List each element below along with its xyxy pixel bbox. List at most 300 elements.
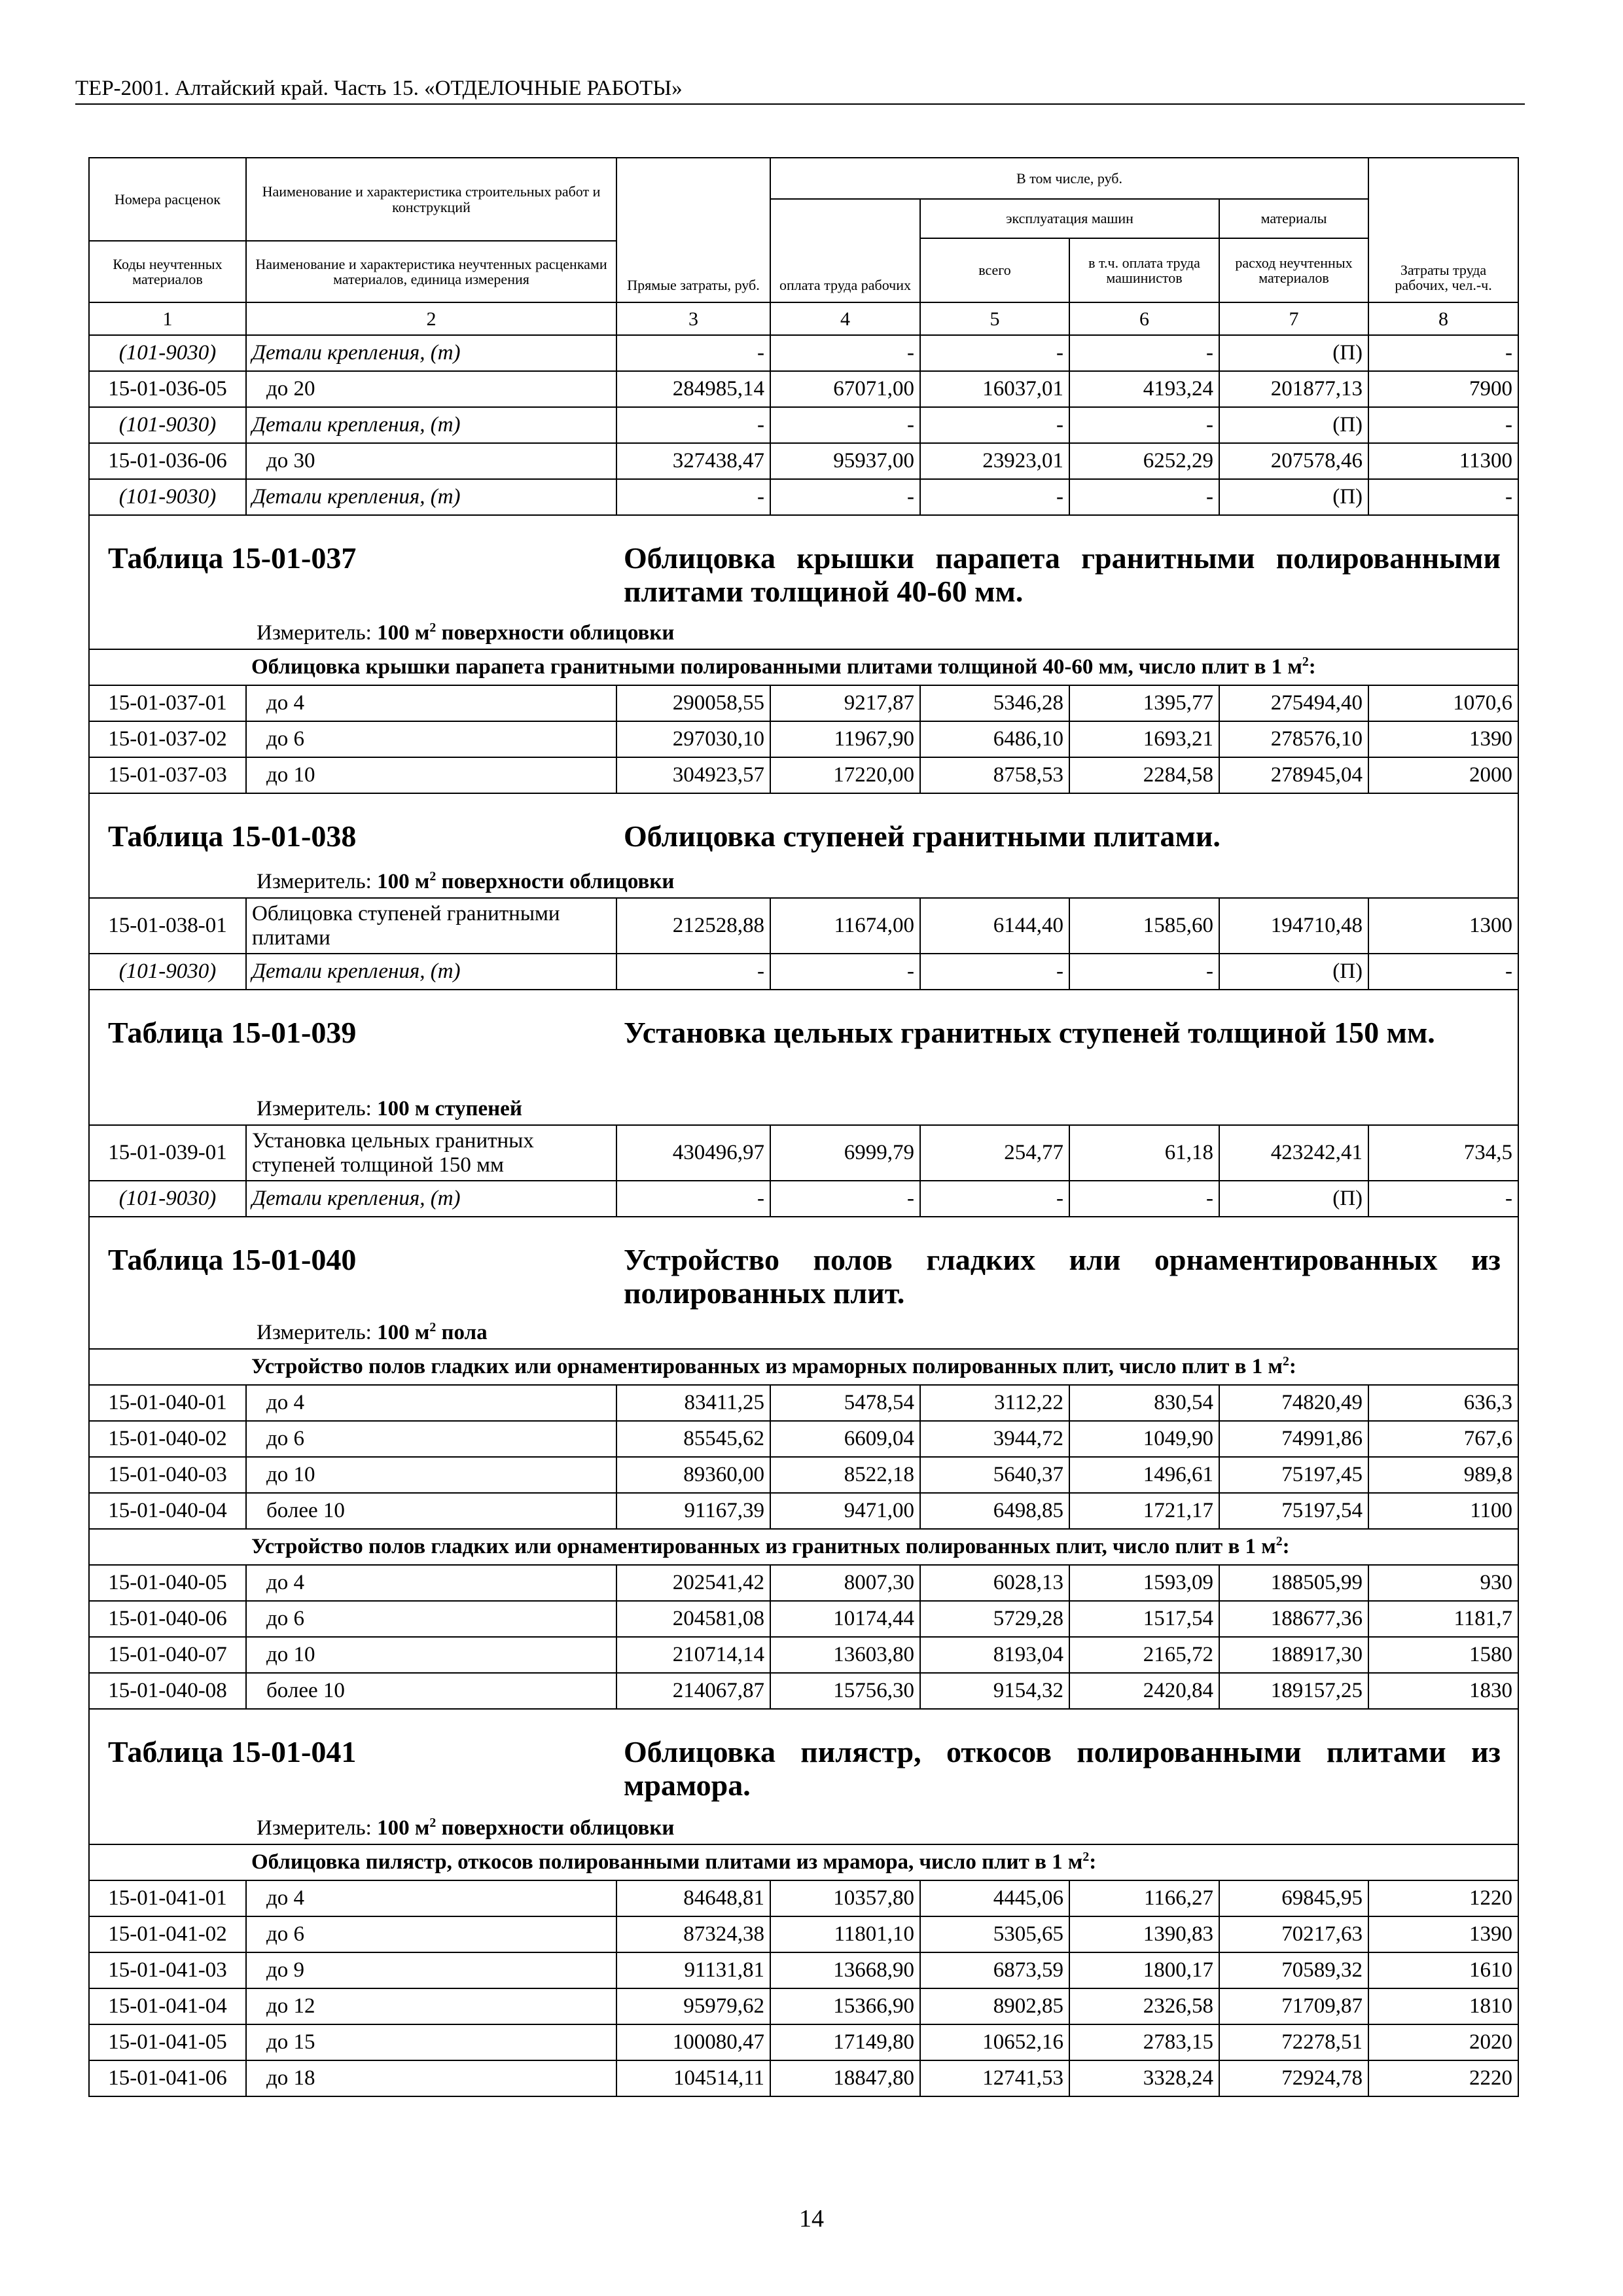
rate-name: до 15 bbox=[246, 2024, 616, 2060]
measure-exponent: 2 bbox=[429, 869, 437, 884]
machinist-wage: 61,18 bbox=[1069, 1125, 1219, 1181]
direct-cost: 290058,55 bbox=[616, 685, 770, 721]
rate-code: 15-01-041-05 bbox=[89, 2024, 246, 2060]
unaccounted-materials: 75197,45 bbox=[1219, 1457, 1368, 1493]
measure-amount: 100 м bbox=[377, 1816, 430, 1840]
wage-cost: 8007,30 bbox=[770, 1565, 920, 1601]
rate-row bbox=[89, 1385, 1518, 1421]
wage-cost: 6609,04 bbox=[770, 1421, 920, 1457]
unaccounted-materials: 74820,49 bbox=[1219, 1385, 1368, 1421]
machinist-wage: - bbox=[1069, 407, 1219, 443]
machinist-wage: 1049,90 bbox=[1069, 1421, 1219, 1457]
col-head-codes: Коды неучтенных материалов bbox=[89, 241, 246, 302]
machine-cost: 4445,06 bbox=[920, 1880, 1069, 1916]
measure-value bbox=[377, 1321, 436, 1344]
rate-name: до 4 bbox=[246, 1385, 616, 1421]
machinist-wage: 1166,27 bbox=[1069, 1880, 1219, 1916]
col-num: 6 bbox=[1069, 302, 1219, 335]
labor-cost: 1070,6 bbox=[1368, 685, 1518, 721]
rate-code: 15-01-040-06 bbox=[89, 1601, 246, 1637]
rate-code: 15-01-036-06 bbox=[89, 443, 246, 479]
rate-name: до 18 bbox=[246, 2060, 616, 2096]
rate-name: Установка цельных гранитных ступеней толщиной 150 мм bbox=[246, 1125, 616, 1181]
col-head-wage: оплата труда рабочих bbox=[770, 199, 920, 302]
table-section-header bbox=[89, 515, 1518, 649]
rate-row bbox=[89, 1457, 1518, 1493]
machinist-wage: 1585,60 bbox=[1069, 898, 1219, 954]
wage-cost: 13668,90 bbox=[770, 1952, 920, 1988]
machinist-wage: 1395,77 bbox=[1069, 685, 1219, 721]
table-section-header bbox=[89, 1217, 1518, 1349]
measure-label: Измеритель: bbox=[257, 620, 372, 645]
running-header: ТЕР-2001. Алтайский край. Часть 15. «ОТДЕЛОЧНЫЕ РАБОТЫ» bbox=[75, 73, 1525, 105]
rate-code: (101-9030) bbox=[89, 1181, 246, 1217]
machine-cost: 23923,01 bbox=[920, 443, 1069, 479]
unaccounted-materials: 189157,25 bbox=[1219, 1673, 1368, 1709]
machine-cost: 5729,28 bbox=[920, 1601, 1069, 1637]
col-num: 5 bbox=[920, 302, 1069, 335]
col-num: 2 bbox=[246, 302, 616, 335]
direct-cost: 87324,38 bbox=[616, 1916, 770, 1952]
measure-label: Измеритель: bbox=[257, 869, 372, 893]
labor-cost: 1610 bbox=[1368, 1952, 1518, 1988]
unaccounted-materials: 275494,40 bbox=[1219, 685, 1368, 721]
machine-cost: 3944,72 bbox=[920, 1421, 1069, 1457]
machinist-wage: 2326,58 bbox=[1069, 1988, 1219, 2024]
machinist-wage: 2165,72 bbox=[1069, 1637, 1219, 1673]
unaccounted-materials: 188505,99 bbox=[1219, 1565, 1368, 1601]
measure-object: пола bbox=[441, 1320, 488, 1344]
subgroup-exponent: 2 bbox=[1275, 1534, 1283, 1549]
measure-unit bbox=[257, 870, 674, 893]
measure-exponent: 2 bbox=[429, 620, 437, 635]
rate-code: 15-01-041-04 bbox=[89, 1988, 246, 2024]
machine-cost: 8902,85 bbox=[920, 1988, 1069, 2024]
rate-row bbox=[89, 757, 1518, 793]
labor-cost: 1810 bbox=[1368, 1988, 1518, 2024]
measure-label: Измеритель: bbox=[257, 1816, 372, 1840]
rate-name: до 6 bbox=[246, 1601, 616, 1637]
rate-code: 15-01-041-01 bbox=[89, 1880, 246, 1916]
col-head-rate-no: Номера расценок bbox=[89, 158, 246, 241]
rate-row bbox=[89, 898, 1518, 954]
wage-cost: - bbox=[770, 1181, 920, 1217]
direct-cost: 214067,87 bbox=[616, 1673, 770, 1709]
rate-name: Детали крепления, (т) bbox=[246, 407, 616, 443]
rate-code: 15-01-037-02 bbox=[89, 721, 246, 757]
col-head-incl: В том числе, руб. bbox=[770, 158, 1368, 199]
rates-table bbox=[88, 157, 1519, 2097]
unaccounted-materials: 72278,51 bbox=[1219, 2024, 1368, 2060]
col-head-name-mat: Наименование и характеристика неучтенных расценками материалов, единица измерения bbox=[246, 241, 616, 302]
direct-cost: - bbox=[616, 1181, 770, 1217]
unaccounted-materials: 278576,10 bbox=[1219, 721, 1368, 757]
material-row bbox=[89, 407, 1518, 443]
rate-code: 15-01-040-07 bbox=[89, 1637, 246, 1673]
direct-cost: 297030,10 bbox=[616, 721, 770, 757]
machine-cost: 254,77 bbox=[920, 1125, 1069, 1181]
col-num: 7 bbox=[1219, 302, 1368, 335]
col-num: 3 bbox=[616, 302, 770, 335]
col-num: 8 bbox=[1368, 302, 1518, 335]
rate-code: 15-01-041-02 bbox=[89, 1916, 246, 1952]
machinist-wage: 6252,29 bbox=[1069, 443, 1219, 479]
subgroup-text: Облицовка крышки парапета гранитными полированными плитами толщиной 40-60 мм, число плит в 1 м bbox=[251, 655, 1302, 679]
wage-cost: 6999,79 bbox=[770, 1125, 920, 1181]
rate-name: до 6 bbox=[246, 1421, 616, 1457]
page-number: 14 bbox=[799, 2205, 824, 2233]
labor-cost: 2000 bbox=[1368, 757, 1518, 793]
wage-cost: 8522,18 bbox=[770, 1457, 920, 1493]
machine-cost: 6873,59 bbox=[920, 1952, 1069, 1988]
rate-row bbox=[89, 2060, 1518, 2096]
machinist-wage: 1517,54 bbox=[1069, 1601, 1219, 1637]
measure-value bbox=[377, 1097, 522, 1121]
measure-unit bbox=[257, 1816, 674, 1840]
direct-cost: 89360,00 bbox=[616, 1457, 770, 1493]
subgroup-row bbox=[89, 649, 1518, 685]
subgroup-row bbox=[89, 1529, 1518, 1565]
rate-row bbox=[89, 2024, 1518, 2060]
measure-amount: 100 м ступеней bbox=[377, 1096, 522, 1121]
machine-cost: 6144,40 bbox=[920, 898, 1069, 954]
direct-cost: - bbox=[616, 407, 770, 443]
col-num: 1 bbox=[89, 302, 246, 335]
machine-cost: 6498,85 bbox=[920, 1493, 1069, 1529]
machine-cost: - bbox=[920, 479, 1069, 515]
labor-cost: - bbox=[1368, 954, 1518, 990]
rate-row bbox=[89, 1493, 1518, 1529]
wage-cost: - bbox=[770, 954, 920, 990]
direct-cost: 204581,08 bbox=[616, 1601, 770, 1637]
subgroup-exponent: 2 bbox=[1282, 1354, 1289, 1369]
wage-cost: 9217,87 bbox=[770, 685, 920, 721]
direct-cost: 83411,25 bbox=[616, 1385, 770, 1421]
measure-amount: 100 м bbox=[377, 1320, 430, 1344]
machinist-wage: 1800,17 bbox=[1069, 1952, 1219, 1988]
rate-row bbox=[89, 1601, 1518, 1637]
wage-cost: 15366,90 bbox=[770, 1988, 920, 2024]
measure-object: поверхности облицовки bbox=[441, 1816, 675, 1840]
direct-cost: 210714,14 bbox=[616, 1637, 770, 1673]
unaccounted-materials: 75197,54 bbox=[1219, 1493, 1368, 1529]
direct-cost: 91167,39 bbox=[616, 1493, 770, 1529]
labor-cost: 2220 bbox=[1368, 2060, 1518, 2096]
wage-cost: 10174,44 bbox=[770, 1601, 920, 1637]
machine-cost: 5305,65 bbox=[920, 1916, 1069, 1952]
measure-unit bbox=[257, 621, 674, 645]
labor-cost: 1181,7 bbox=[1368, 1601, 1518, 1637]
rate-name: Детали крепления, (т) bbox=[246, 479, 616, 515]
subgroup-text: Облицовка пилястр, откосов полированными плитами из мрамора, число плит в 1 м bbox=[251, 1850, 1083, 1874]
wage-cost: - bbox=[770, 407, 920, 443]
unaccounted-materials: (П) bbox=[1219, 335, 1368, 371]
labor-cost: 734,5 bbox=[1368, 1125, 1518, 1181]
machinist-wage: 830,54 bbox=[1069, 1385, 1219, 1421]
measure-label: Измеритель: bbox=[257, 1096, 372, 1121]
rate-row bbox=[89, 1565, 1518, 1601]
direct-cost: 202541,42 bbox=[616, 1565, 770, 1601]
col-head-labor: Затраты труда рабочих, чел.-ч. bbox=[1368, 158, 1518, 302]
rate-row bbox=[89, 1125, 1518, 1181]
labor-cost: 1100 bbox=[1368, 1493, 1518, 1529]
unaccounted-materials: (П) bbox=[1219, 954, 1368, 990]
rate-code: 15-01-040-02 bbox=[89, 1421, 246, 1457]
material-row bbox=[89, 335, 1518, 371]
machinist-wage: 2783,15 bbox=[1069, 2024, 1219, 2060]
machine-cost: 12741,53 bbox=[920, 2060, 1069, 2096]
rate-name: до 9 bbox=[246, 1952, 616, 1988]
wage-cost: - bbox=[770, 335, 920, 371]
machine-cost: 3112,22 bbox=[920, 1385, 1069, 1421]
rate-name: до 4 bbox=[246, 1880, 616, 1916]
direct-cost: 84648,81 bbox=[616, 1880, 770, 1916]
machine-cost: - bbox=[920, 335, 1069, 371]
labor-cost: 1390 bbox=[1368, 721, 1518, 757]
labor-cost: 7900 bbox=[1368, 371, 1518, 407]
subgroup-colon: : bbox=[1308, 655, 1316, 679]
table-title: Установка цельных гранитных ступеней толщиной 150 мм. bbox=[624, 1016, 1435, 1049]
unaccounted-materials: 69845,95 bbox=[1219, 1880, 1368, 1916]
machine-cost: - bbox=[920, 1181, 1069, 1217]
rate-row bbox=[89, 721, 1518, 757]
labor-cost: 1390 bbox=[1368, 1916, 1518, 1952]
unaccounted-materials: 188917,30 bbox=[1219, 1637, 1368, 1673]
wage-cost: 11967,90 bbox=[770, 721, 920, 757]
rate-name: до 6 bbox=[246, 721, 616, 757]
rate-code: (101-9030) bbox=[89, 954, 246, 990]
subgroup-title bbox=[246, 1349, 1518, 1385]
rate-row bbox=[89, 1421, 1518, 1457]
machine-cost: 10652,16 bbox=[920, 2024, 1069, 2060]
unaccounted-materials: (П) bbox=[1219, 479, 1368, 515]
table-number: Таблица 15-01-041 bbox=[108, 1735, 357, 1768]
direct-cost: 284985,14 bbox=[616, 371, 770, 407]
machine-cost: - bbox=[920, 407, 1069, 443]
labor-cost: 989,8 bbox=[1368, 1457, 1518, 1493]
material-row bbox=[89, 1181, 1518, 1217]
rate-code: 15-01-040-03 bbox=[89, 1457, 246, 1493]
wage-cost: 5478,54 bbox=[770, 1385, 920, 1421]
wage-cost: 15756,30 bbox=[770, 1673, 920, 1709]
rate-name: Облицовка ступеней гранитными плитами bbox=[246, 898, 616, 954]
unaccounted-materials: 423242,41 bbox=[1219, 1125, 1368, 1181]
direct-cost: 104514,11 bbox=[616, 2060, 770, 2096]
labor-cost: - bbox=[1368, 407, 1518, 443]
labor-cost: 2020 bbox=[1368, 2024, 1518, 2060]
labor-cost: 11300 bbox=[1368, 443, 1518, 479]
rate-name: Детали крепления, (т) bbox=[246, 1181, 616, 1217]
rate-name: более 10 bbox=[246, 1673, 616, 1709]
rate-code: 15-01-040-04 bbox=[89, 1493, 246, 1529]
machine-cost: 8193,04 bbox=[920, 1637, 1069, 1673]
rate-name: до 10 bbox=[246, 757, 616, 793]
rate-row bbox=[89, 371, 1518, 407]
subgroup-exponent: 2 bbox=[1302, 654, 1309, 669]
unaccounted-materials: 194710,48 bbox=[1219, 898, 1368, 954]
labor-cost: 1300 bbox=[1368, 898, 1518, 954]
unaccounted-materials: (П) bbox=[1219, 1181, 1368, 1217]
col-head-name: Наименование и характеристика строительных работ и конструкций bbox=[246, 158, 616, 241]
unaccounted-materials: 278945,04 bbox=[1219, 757, 1368, 793]
rate-row bbox=[89, 443, 1518, 479]
subgroup-colon: : bbox=[1289, 1354, 1296, 1378]
subgroup-colon: : bbox=[1282, 1534, 1290, 1558]
machine-cost: 9154,32 bbox=[920, 1673, 1069, 1709]
subgroup-colon: : bbox=[1089, 1850, 1097, 1874]
measure-amount: 100 м bbox=[377, 620, 430, 645]
unaccounted-materials: 207578,46 bbox=[1219, 443, 1368, 479]
material-row bbox=[89, 479, 1518, 515]
direct-cost: 91131,81 bbox=[616, 1952, 770, 1988]
rate-name: до 20 bbox=[246, 371, 616, 407]
unaccounted-materials: (П) bbox=[1219, 407, 1368, 443]
machinist-wage: 1390,83 bbox=[1069, 1916, 1219, 1952]
direct-cost: 100080,47 bbox=[616, 2024, 770, 2060]
unaccounted-materials: 201877,13 bbox=[1219, 371, 1368, 407]
labor-cost: 1580 bbox=[1368, 1637, 1518, 1673]
table-number: Таблица 15-01-039 bbox=[108, 1016, 357, 1049]
machinist-wage: - bbox=[1069, 954, 1219, 990]
table-section-header bbox=[89, 1709, 1518, 1844]
machinist-wage: 4193,24 bbox=[1069, 371, 1219, 407]
machine-cost: 5640,37 bbox=[920, 1457, 1069, 1493]
machine-cost: - bbox=[920, 954, 1069, 990]
rate-code: 15-01-036-05 bbox=[89, 371, 246, 407]
machinist-wage: - bbox=[1069, 1181, 1219, 1217]
direct-cost: 85545,62 bbox=[616, 1421, 770, 1457]
table-title: Облицовка крышки парапета гранитными полированными плитами толщиной 40-60 мм. bbox=[624, 541, 1501, 608]
unaccounted-materials: 70589,32 bbox=[1219, 1952, 1368, 1988]
measure-object: поверхности облицовки bbox=[441, 869, 675, 893]
labor-cost: 1830 bbox=[1368, 1673, 1518, 1709]
direct-cost: - bbox=[616, 954, 770, 990]
rate-name: Детали крепления, (т) bbox=[246, 954, 616, 990]
labor-cost: - bbox=[1368, 1181, 1518, 1217]
rate-name: до 6 bbox=[246, 1916, 616, 1952]
wage-cost: 9471,00 bbox=[770, 1493, 920, 1529]
wage-cost: 11674,00 bbox=[770, 898, 920, 954]
machinist-wage: 1693,21 bbox=[1069, 721, 1219, 757]
col-head-unacc: расход неучтенных материалов bbox=[1219, 238, 1368, 302]
labor-cost: 767,6 bbox=[1368, 1421, 1518, 1457]
subgroup-text: Устройство полов гладких или орнаментированных из мраморных полированных плит, число плит в 1 м bbox=[251, 1354, 1283, 1378]
rate-code: 15-01-037-03 bbox=[89, 757, 246, 793]
rate-code: 15-01-040-08 bbox=[89, 1673, 246, 1709]
col-head-materials: материалы bbox=[1219, 199, 1368, 238]
unaccounted-materials: 71709,87 bbox=[1219, 1988, 1368, 2024]
rate-row bbox=[89, 1988, 1518, 2024]
subgroup-title bbox=[246, 1529, 1518, 1565]
wage-cost: 18847,80 bbox=[770, 2060, 920, 2096]
rate-name: до 10 bbox=[246, 1637, 616, 1673]
subgroup-row bbox=[89, 1349, 1518, 1385]
material-row bbox=[89, 954, 1518, 990]
measure-value bbox=[377, 870, 436, 893]
subgroup-title bbox=[246, 649, 1518, 685]
machine-cost: 6486,10 bbox=[920, 721, 1069, 757]
wage-cost: 11801,10 bbox=[770, 1916, 920, 1952]
machine-cost: 8758,53 bbox=[920, 757, 1069, 793]
col-head-machines: эксплуатация машин bbox=[920, 199, 1219, 238]
rate-row bbox=[89, 1880, 1518, 1916]
rate-code: 15-01-041-06 bbox=[89, 2060, 246, 2096]
measure-object: поверхности облицовки bbox=[441, 620, 675, 645]
machine-cost: 16037,01 bbox=[920, 371, 1069, 407]
col-num: 4 bbox=[770, 302, 920, 335]
direct-cost: 212528,88 bbox=[616, 898, 770, 954]
table-number: Таблица 15-01-038 bbox=[108, 819, 357, 853]
rate-name: до 10 bbox=[246, 1457, 616, 1493]
labor-cost: 930 bbox=[1368, 1565, 1518, 1601]
rate-row bbox=[89, 1916, 1518, 1952]
direct-cost: 304923,57 bbox=[616, 757, 770, 793]
table-section-header bbox=[89, 793, 1518, 898]
direct-cost: - bbox=[616, 335, 770, 371]
machinist-wage: 1496,61 bbox=[1069, 1457, 1219, 1493]
subgroup-exponent: 2 bbox=[1082, 1849, 1090, 1864]
table-title: Облицовка пилястр, откосов полированными плитами из мрамора. bbox=[624, 1735, 1501, 1802]
direct-cost: 327438,47 bbox=[616, 443, 770, 479]
machinist-wage: 2420,84 bbox=[1069, 1673, 1219, 1709]
unaccounted-materials: 74991,86 bbox=[1219, 1421, 1368, 1457]
machine-cost: 5346,28 bbox=[920, 685, 1069, 721]
rate-code: 15-01-039-01 bbox=[89, 1125, 246, 1181]
table-section-header bbox=[89, 990, 1518, 1125]
rate-row bbox=[89, 1952, 1518, 1988]
rate-code: 15-01-041-03 bbox=[89, 1952, 246, 1988]
rate-name: до 4 bbox=[246, 685, 616, 721]
labor-cost: 636,3 bbox=[1368, 1385, 1518, 1421]
labor-cost: - bbox=[1368, 335, 1518, 371]
wage-cost: 95937,00 bbox=[770, 443, 920, 479]
measure-exponent: 2 bbox=[429, 1319, 437, 1335]
rate-row bbox=[89, 1637, 1518, 1673]
wage-cost: 13603,80 bbox=[770, 1637, 920, 1673]
rate-name: до 4 bbox=[246, 1565, 616, 1601]
wage-cost: - bbox=[770, 479, 920, 515]
machinist-wage: - bbox=[1069, 479, 1219, 515]
rate-code: (101-9030) bbox=[89, 407, 246, 443]
subgroup-title bbox=[246, 1844, 1518, 1880]
col-head-incl-wage: в т.ч. оплата труда машинистов bbox=[1069, 238, 1219, 302]
machinist-wage: 1721,17 bbox=[1069, 1493, 1219, 1529]
rate-name: до 12 bbox=[246, 1988, 616, 2024]
labor-cost: 1220 bbox=[1368, 1880, 1518, 1916]
wage-cost: 10357,80 bbox=[770, 1880, 920, 1916]
table-number: Таблица 15-01-040 bbox=[108, 1243, 357, 1276]
measure-exponent: 2 bbox=[429, 1815, 437, 1830]
machine-cost: 6028,13 bbox=[920, 1565, 1069, 1601]
subgroup-row bbox=[89, 1844, 1518, 1880]
wage-cost: 17220,00 bbox=[770, 757, 920, 793]
rate-code: 15-01-040-01 bbox=[89, 1385, 246, 1421]
measure-unit bbox=[257, 1321, 488, 1344]
rate-name: более 10 bbox=[246, 1493, 616, 1529]
rate-name: до 30 bbox=[246, 443, 616, 479]
subgroup-text: Устройство полов гладких или орнаментированных из гранитных полированных плит, число плит в 1 м bbox=[251, 1534, 1276, 1558]
labor-cost: - bbox=[1368, 479, 1518, 515]
table-number: Таблица 15-01-037 bbox=[108, 541, 357, 575]
measure-label: Измеритель: bbox=[257, 1320, 372, 1344]
rate-name: Детали крепления, (т) bbox=[246, 335, 616, 371]
measure-unit bbox=[257, 1097, 522, 1121]
rate-code: 15-01-037-01 bbox=[89, 685, 246, 721]
wage-cost: 17149,80 bbox=[770, 2024, 920, 2060]
unaccounted-materials: 72924,78 bbox=[1219, 2060, 1368, 2096]
direct-cost: 430496,97 bbox=[616, 1125, 770, 1181]
unaccounted-materials: 188677,36 bbox=[1219, 1601, 1368, 1637]
